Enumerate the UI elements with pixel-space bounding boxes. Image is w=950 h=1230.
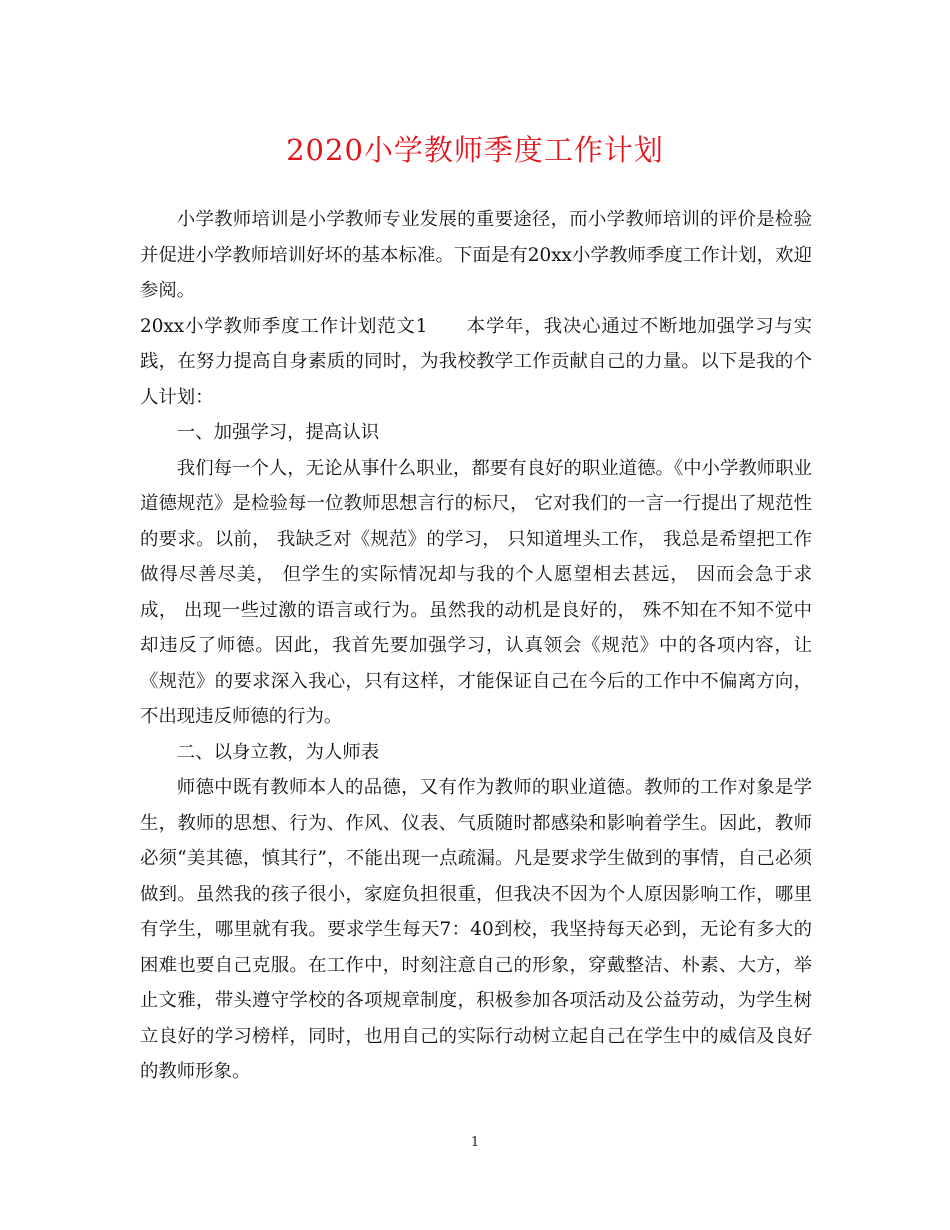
section-1-paragraph: 我们每一个人，无论从事什么职业，都要有良好的职业道德。《中小学教师职业道德规范》是检验每一位教师思想言行的标尺， 它对我们的一言一行提出了规范性的要求。以前， 我缺乏对《规范》的学习， 只知道埋头工作， 我总是希望把工作做得尽善尽美， 但学生的实际情况却与我的个人愿望相去甚远， 因而会急于求成， 出现一些过激的语言或行为。虽然我的动机是良好的， 殊不知在不知不觉中却违反了师德。因此，我首先要加强学习，认真领会《规范》中的各项内容，让《规范》的要求深入我心，只有这样，才能保证自己在今后的工作中不偏离方向，不出现违反师德的行为。 (140, 457, 812, 727)
section-2-paragraph: 师德中既有教师本人的品德，又有作为教师的职业道德。教师的工作对象是学生，教师的思想、行为、作风、仪表、气质随时都感染和影响着学生。因此，教师必须“美其德，慎其行”，不能出现一点疏漏。凡是要求学生做到的事情，自己必须做到。虽然我的孩子很小，家庭负担很重，但我决不因为个人原因影响工作，哪里有学生，哪里就有我。要求学生每天7：40到校，我坚持每天必到，无论有多大的困难也要自己克服。在工作中，时刻注意自己的形象，穿戴整洁、朴素、大方，举止文雅，带头遵守学校的各项规章制度，积极参加各项活动及公益劳动，为学生树立良好的学习榜样，同时，也用自己的实际行动树立起自己在学生中的威信及良好的教师形象。 (140, 777, 812, 1082)
document-title: 2020小学教师季度工作计划 (286, 133, 664, 167)
sample-intro-paragraph: 20xx小学教师季度工作计划范文1 本学年，我决心通过不断地加强学习与实践，在努力提高自身素质的同时，为我校教学工作贡献自己的力量。以下是我的个人计划： (140, 315, 812, 408)
document-body (140, 202, 812, 1090)
page-number: 1 (470, 1135, 480, 1150)
section-heading-2: 二、以身立教，为人师表 (176, 741, 380, 763)
intro-paragraph: 小学教师培训是小学教师专业发展的重要途径，而小学教师培训的评价是检验并促进小学教师培训好坏的基本标准。下面是有20xx小学教师季度工作计划，欢迎参阅。 (140, 209, 812, 301)
section-heading-1: 一、加强学习，提高认识 (176, 422, 380, 443)
